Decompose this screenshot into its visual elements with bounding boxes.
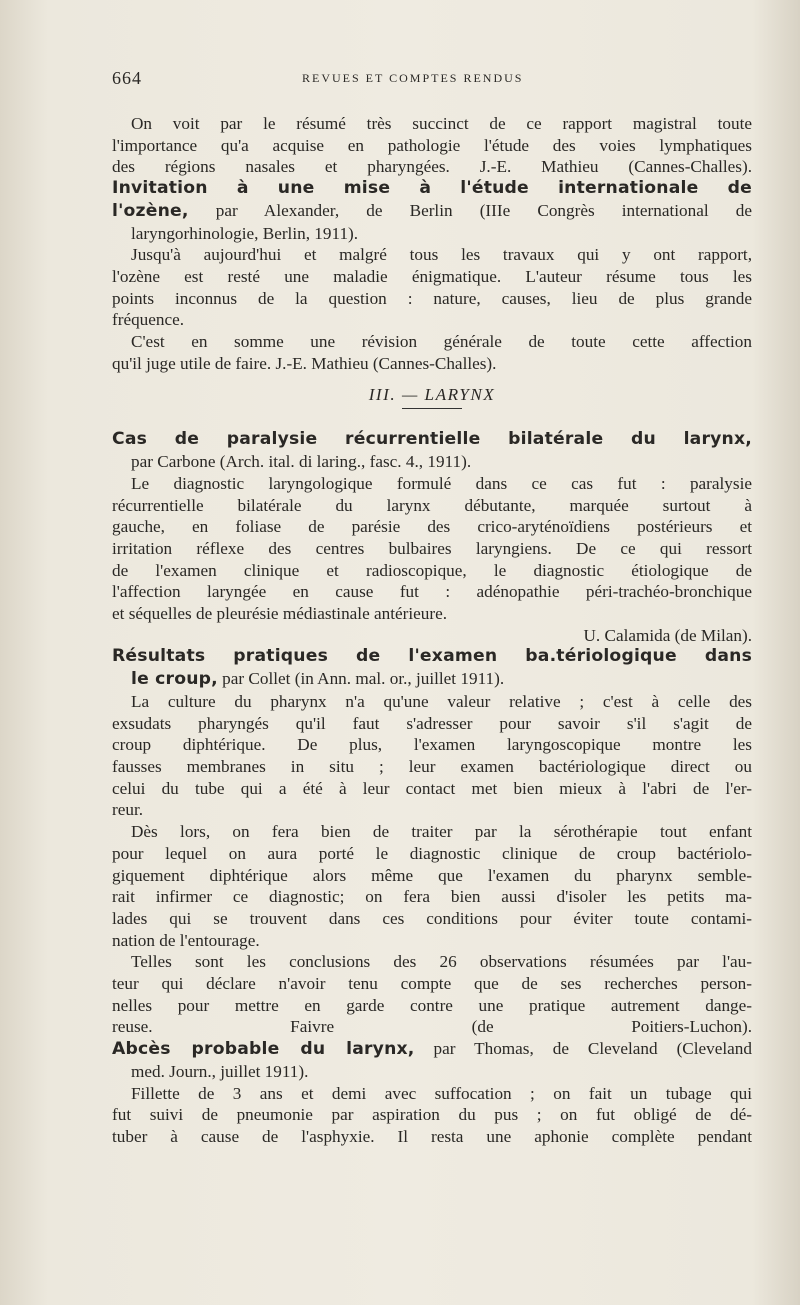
text-line: de l'examen clinique et radioscopique, le diagnostic étiologique de — [112, 560, 752, 580]
article-heading-cont: l'ozène, — [112, 200, 189, 221]
text-line: l'ozène est resté une maladie énigmatique. L'auteur résume tous les — [112, 266, 752, 286]
text-line: points inconnus de la question : nature, causes, lieu de plus grande — [112, 288, 752, 308]
text-line: gauche, en foliase de parésie des crico-aryténoïdiens postérieurs et — [112, 517, 752, 537]
text-line: Dès lors, on fera bien de traiter par la sérothérapie tout enfant — [131, 822, 752, 842]
article-heading-line — [112, 1038, 752, 1061]
text-line: pour lequel on aura porté le diagnostic clinique de croup bactériolo- — [112, 843, 752, 863]
author-signature: U. Calamida (de Milan). — [583, 625, 752, 645]
text-line: Le diagnostic laryngologique formulé dans ce cas fut : paralysie — [131, 473, 752, 493]
text-line: et séquelles de pleurésie médiastinale antérieure. — [112, 604, 448, 624]
text-line: qu'il juge utile de faire. J.-E. Mathieu (Cannes-Challes). — [112, 353, 497, 373]
article-heading: Résultats pratiques de l'examen ba.tériologique dans — [112, 646, 752, 667]
running-head: REVUES ET COMPTES RENDUS — [302, 71, 524, 85]
section-rule — [402, 408, 462, 409]
article-citation: par Thomas, de Cleveland (Cleveland — [433, 1039, 752, 1059]
text-line: On voit par le résumé très succinct de ce rapport magistral toute — [131, 114, 752, 133]
text-line: croup diphtérique. De plus, l'examen laryngoscopique montre les — [112, 735, 752, 755]
article-heading-line — [112, 200, 752, 223]
text-line: tuber à cause de l'asphyxie. Il resta une aphonie complète pendant — [112, 1126, 752, 1146]
section-title: III. — LARYNX — [368, 385, 496, 405]
text-line: nelles pour mettre en garde contre une pratique autrement dange- — [112, 995, 752, 1015]
text-line: l'importance qu'a acquise en pathologie l'étude des voies lymphatiques — [112, 135, 752, 155]
text-line: reur. — [112, 800, 144, 820]
text-line: celui du tube qui a été à leur contact met bien mieux à l'abri de l'er- — [112, 778, 752, 798]
text-line: laryngorhinologie, Berlin, 1911). — [131, 223, 359, 243]
article-citation: par Collet (in Ann. mal. or., juillet 1911). — [222, 669, 505, 689]
text-line: lades qui se trouvent dans ces conditions pour éviter toute contami- — [112, 908, 752, 928]
text-line: irritation réflexe des centres bulbaires laryngiens. De ce qui ressort — [112, 538, 752, 558]
text-line: des régions nasales et pharyngées. J.-E. Mathieu (Cannes-Challes). — [112, 157, 752, 177]
text-line: récurrentielle bilatérale du larynx débutante, marquée surtout à — [112, 495, 752, 515]
text-line: rait infirmer ce diagnostic; on fera bien aussi d'isoler les petits ma- — [112, 887, 752, 907]
page-number: 664 — [112, 68, 142, 88]
page-body — [112, 113, 752, 1148]
text-line: reuse. Faivre (de Poitiers-Luchon). — [112, 1017, 752, 1037]
article-heading: Cas de paralysie récurrentielle bilatérale du larynx, — [112, 429, 752, 450]
text-line: Jusqu'à aujourd'hui et malgré tous les travaux qui y ont rapport, — [131, 245, 752, 265]
text-line: nation de l'entourage. — [112, 930, 260, 950]
text-line: l'affection laryngée en cause fut : adénopathie péri-trachéo-bronchique — [112, 582, 752, 602]
text-line: Telles sont les conclusions des 26 observations résumées par l'au- — [131, 952, 752, 972]
text-line: fausses membranes in situ ; leur examen bactériologique direct ou — [112, 756, 752, 776]
article-heading: Invitation à une mise à l'étude internationale de — [112, 178, 752, 199]
article-heading-cont: le croup, — [131, 669, 218, 690]
text-line: C'est en somme une révision générale de toute cette affection — [131, 332, 752, 352]
article-heading: Abcès probable du larynx, — [112, 1039, 415, 1060]
page-header — [112, 68, 752, 90]
text-line: Fillette de 3 ans et demi avec suffocation ; on fait un tubage qui — [131, 1083, 752, 1103]
article-citation: med. Journ., juillet 1911). — [131, 1061, 309, 1081]
article-citation: par Alexander, de Berlin (IIIe Congrès international de — [215, 200, 752, 220]
article-heading-line — [112, 668, 752, 691]
text-line: fréquence. — [112, 310, 185, 330]
text-line: teur qui déclare n'avoir tenu compte que de ses recherches person- — [112, 974, 752, 994]
text-line: exsudats pharyngés qu'il faut s'adresser pour savoir s'il s'agit de — [112, 713, 752, 733]
article-citation: par Carbone (Arch. ital. di laring., fasc. 4., 1911). — [131, 452, 472, 472]
text-line: giquement diphtérique alors même que l'examen du pharynx semble- — [112, 865, 752, 885]
text-line: La culture du pharynx n'a qu'une valeur relative ; c'est à celle des — [131, 691, 752, 711]
text-line: fut suivi de pneumonie par aspiration du pus ; on fut obligé de dé- — [112, 1105, 752, 1125]
